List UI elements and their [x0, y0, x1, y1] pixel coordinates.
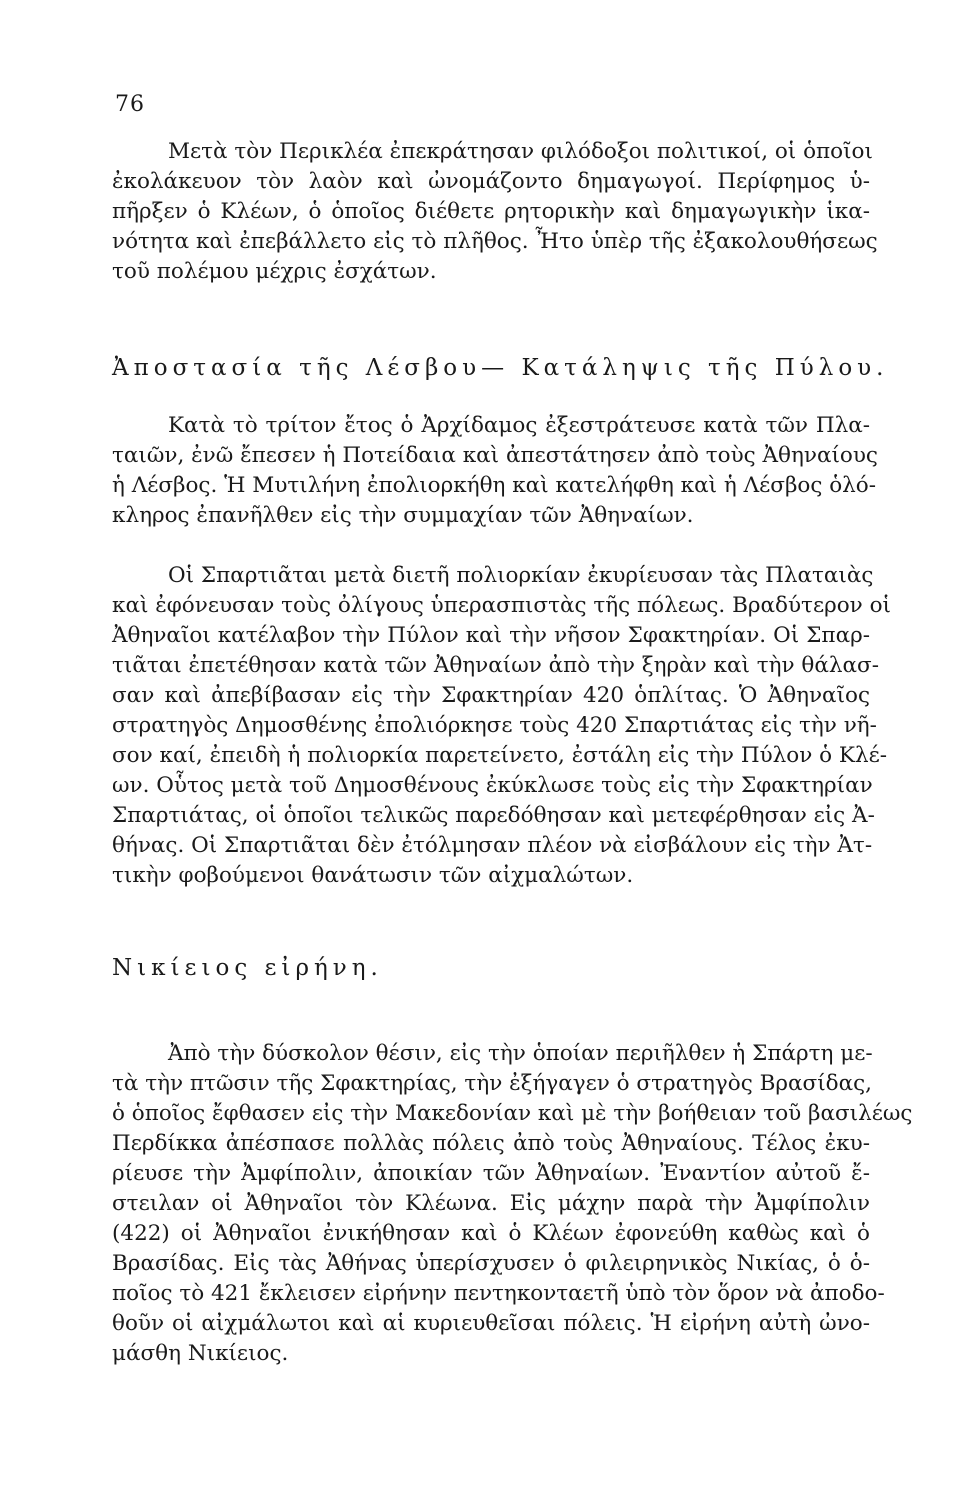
text-line: σαν καὶ ἀπεβίβασαν εἰς τὴν Σφακτηρίαν 420 ὁπλίτας. Ὁ Ἀθηναῖος	[112, 683, 870, 708]
text-line: ταιῶν, ἐνῶ ἔπεσεν ἡ Ποτείδαια καὶ ἀπεστάτησεν ἀπὸ τοὺς Ἀθηναίους	[112, 443, 878, 468]
text-line: Βρασίδας. Εἰς τὰς Ἀθήνας ὑπερίσχυσεν ὁ φιλειρηνικὸς Νικίας, ὁ ὁ-	[112, 1251, 870, 1276]
text-line: τοῦ πολέμου μέχρις ἐσχάτων.	[112, 259, 437, 284]
text-line: θήνας. Οἱ Σπαρτιᾶται δὲν ἐτόλμησαν πλέον νὰ εἰσβάλουν εἰς τὴν Ἀτ-	[112, 833, 873, 858]
text-line: ἐκολάκευον τὸν λαὸν καὶ ὠνομάζοντο δημαγωγοί. Περίφημος ὑ-	[112, 169, 870, 194]
paragraph-2	[112, 411, 878, 531]
section-heading-lesvos: Ἀποστασία τῆς Λέσβου— Κατάληψις τῆς Πύλου.	[112, 355, 889, 381]
text-line: Μετὰ τὸν Περικλέα ἐπεκράτησαν φιλόδοξοι πολιτικοί, οἱ ὁποῖοι	[168, 139, 873, 164]
text-line: Οἱ Σπαρτιᾶται μετὰ διετῆ πολιορκίαν ἐκυρίευσαν τὰς Πλαταιὰς	[168, 563, 874, 588]
text-line: Ἀθηναῖοι κατέλαβον τὴν Πύλον καὶ τὴν νῆσον Σφακτηρίαν. Οἱ Σπαρ-	[112, 623, 870, 648]
text-line: τικὴν φοβούμενοι θανάτωσιν τῶν αἰχμαλώτων.	[112, 863, 634, 888]
text-line: Περδίκκα ἀπέσπασε πολλὰς πόλεις ἀπὸ τοὺς Ἀθηναίους. Τέλος ἐκυ-	[112, 1131, 870, 1156]
text-line: (422) οἱ Ἀθηναῖοι ἐνικήθησαν καὶ ὁ Κλέων ἐφονεύθη καθὼς καὶ ὁ	[112, 1221, 870, 1246]
text-line: Σπαρτιάτας, οἱ ὁποῖοι τελικῶς παρεδόθησαν καὶ μετεφέρθησαν εἰς Ἀ-	[112, 803, 875, 828]
paragraph-3	[112, 561, 891, 891]
section-heading-nikieios: Νικίειος εἰρήνη.	[112, 955, 383, 981]
text-line: μάσθη Νικίειος.	[112, 1341, 289, 1366]
paragraph-1	[112, 137, 878, 287]
text-line: καὶ ἐφόνευσαν τοὺς ὀλίγους ὑπερασπιστὰς τῆς πόλεως. Βραδύτερον οἱ	[112, 593, 891, 618]
paragraph-4	[112, 1039, 913, 1369]
text-line: ὁ ὁποῖος ἔφθασεν εἰς τὴν Μακεδονίαν καὶ μὲ τὴν βοήθειαν τοῦ βασιλέως	[112, 1101, 913, 1126]
text-line: τιᾶται ἐπετέθησαν κατὰ τῶν Ἀθηναίων ἀπὸ τὴν ξηρὰν καὶ τὴν θάλασ-	[112, 653, 879, 678]
text-line: πῆρξεν ὁ Κλέων, ὁ ὁποῖος διέθετε ρητορικὴν καὶ δημαγωγικὴν ἱκα-	[112, 199, 870, 224]
text-line: νότητα καὶ ἐπεβάλλετο εἰς τὸ πλῆθος. Ἦτο ὑπὲρ τῆς ἐξακολουθήσεως	[112, 229, 878, 254]
text-line: θοῦν οἱ αἰχμάλωτοι καὶ αἱ κυριευθεῖσαι πόλεις. Ἡ εἰρήνη αὐτὴ ὠνο-	[112, 1311, 870, 1336]
text-line: ἡ Λέσβος. Ἡ Μυτιλήνη ἐπολιορκήθη καὶ κατελήφθη καὶ ἡ Λέσβος ὁλό-	[112, 473, 876, 498]
text-line: τὰ τὴν πτῶσιν τῆς Σφακτηρίας, τὴν ἐξήγαγεν ὁ στρατηγὸς Βρασίδας,	[112, 1071, 872, 1096]
text-line: στρατηγὸς Δημοσθένης ἐπολιόρκησε τοὺς 420 Σπαρτιάτας εἰς τὴν νῆ-	[112, 713, 877, 738]
text-line: στειλαν οἱ Ἀθηναῖοι τὸν Κλέωνα. Εἰς μάχην παρὰ τὴν Ἀμφίπολιν	[112, 1191, 870, 1216]
text-line: σον καί, ἐπειδὴ ἡ πολιορκία παρετείνετο, ἐστάλη εἰς τὴν Πύλον ὁ Κλέ-	[112, 743, 887, 768]
text-line: ποῖος τὸ 421 ἔκλεισεν εἰρήνην πεντηκονταετῆ ὑπὸ τὸν ὅρον νὰ ἀποδο-	[112, 1281, 885, 1306]
text-line: Κατὰ τὸ τρίτον ἔτος ὁ Ἀρχίδαμος ἐξεστράτευσε κατὰ τῶν Πλα-	[168, 413, 870, 438]
text-line: ρίευσε τὴν Ἀμφίπολιν, ἀποικίαν τῶν Ἀθηναίων. Ἐναντίον αὐτοῦ ἔ-	[112, 1161, 870, 1186]
text-line: ων. Οὗτος μετὰ τοῦ Δημοσθένους ἐκύκλωσε τοὺς εἰς τὴν Σφακτηρίαν	[112, 773, 873, 798]
text-line: κληρος ἐπανῆλθεν εἰς τὴν συμμαχίαν τῶν Ἀθηναίων.	[112, 503, 694, 528]
text-line: Ἀπὸ τὴν δύσκολον θέσιν, εἰς τὴν ὁποίαν περιῆλθεν ἡ Σπάρτη με-	[168, 1041, 873, 1066]
page-number: 76	[115, 92, 145, 117]
